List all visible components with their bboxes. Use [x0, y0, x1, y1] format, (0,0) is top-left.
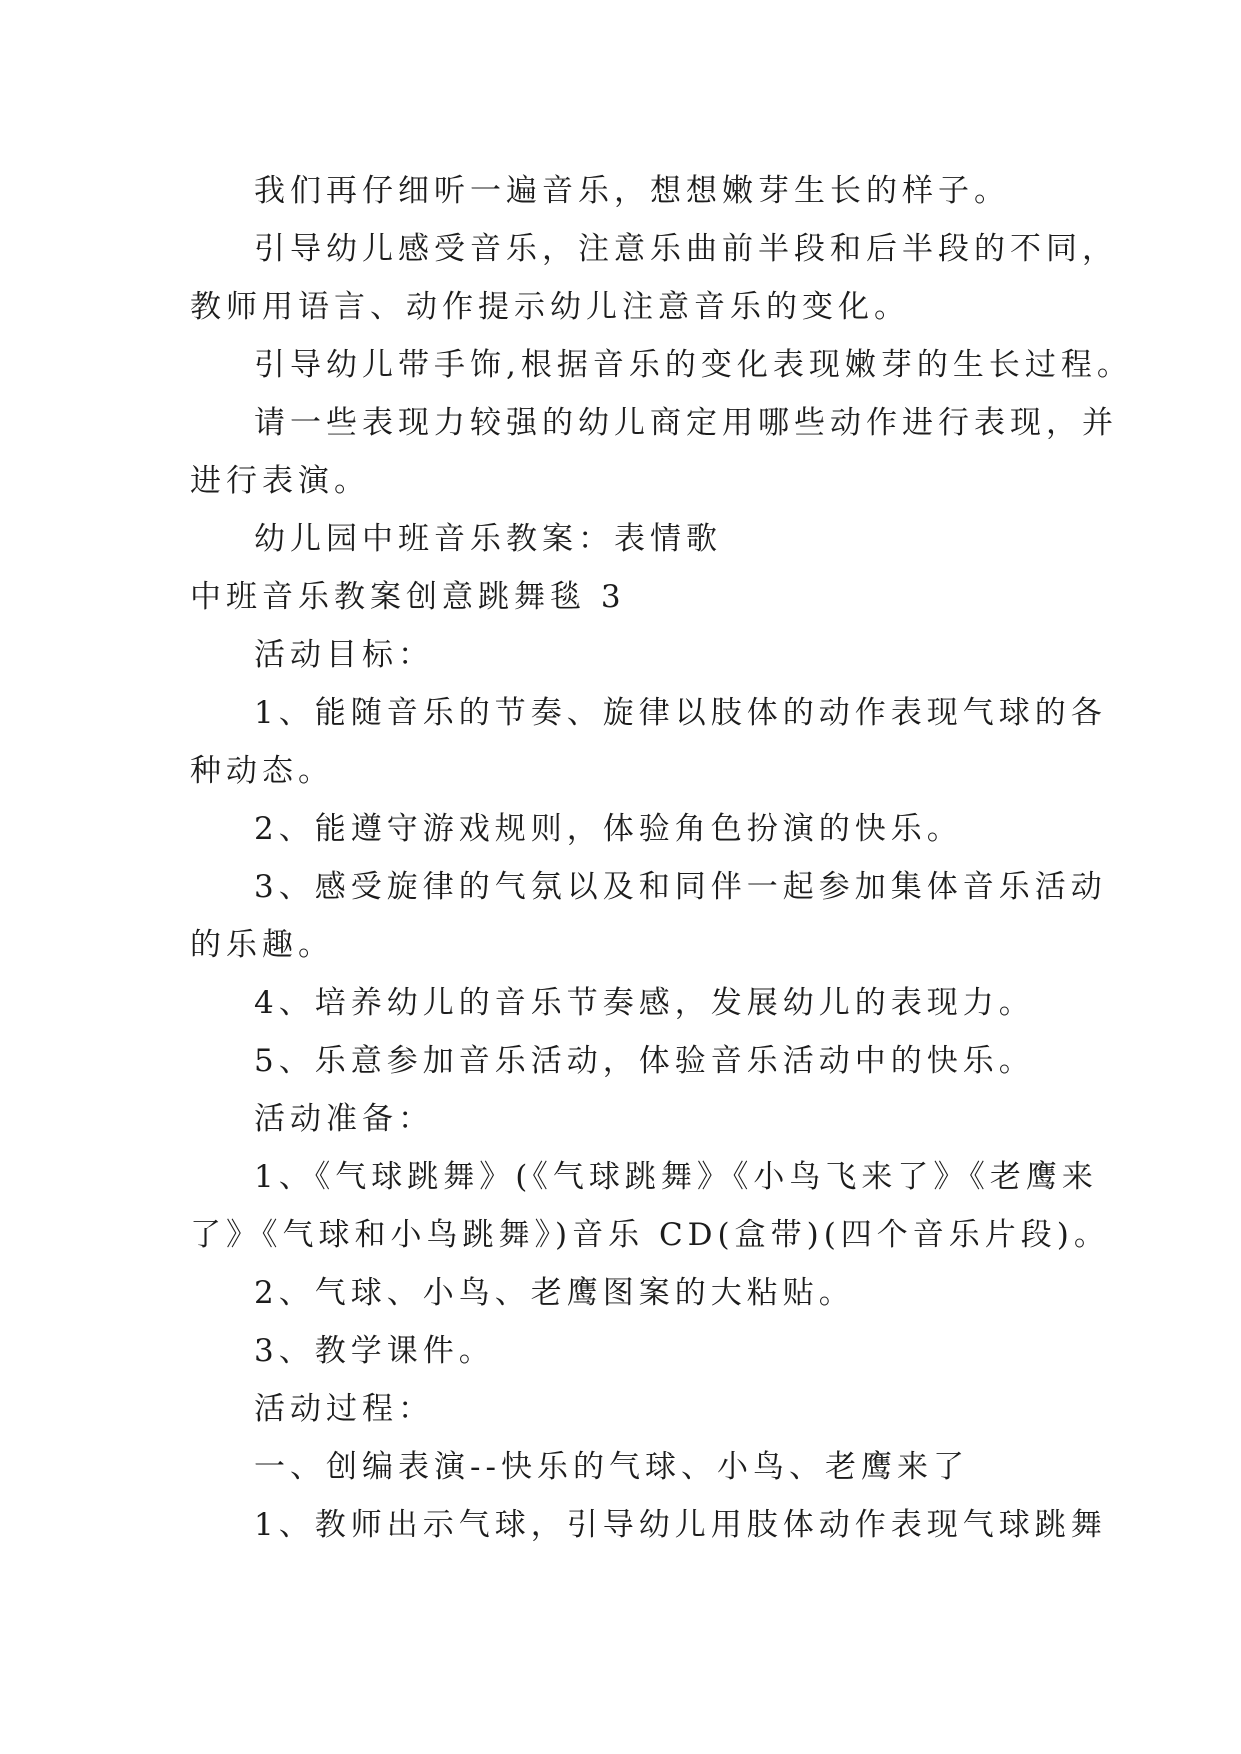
paragraph-line: 请一些表现力较强的幼儿商定用哪些动作进行表现，并 — [254, 405, 1118, 441]
list-item-line: 的乐趣。 — [190, 927, 334, 963]
section-label-process: 活动过程： — [254, 1391, 434, 1427]
paragraph-line: 引导幼儿感受音乐，注意乐曲前半段和后半段的不同， — [254, 231, 1118, 267]
paragraph-line: 引导幼儿带手饰,根据音乐的变化表现嫩芽的生长过程。 — [254, 347, 1133, 383]
list-item-line: 5、乐意参加音乐活动，体验音乐活动中的快乐。 — [254, 1043, 1035, 1079]
section-label-objectives: 活动目标： — [254, 637, 434, 673]
list-item-line: 种动态。 — [190, 753, 334, 789]
paragraph-line: 进行表演。 — [190, 463, 370, 499]
document-body — [190, 162, 1133, 1554]
document-heading: 中班音乐教案创意跳舞毯 3 — [190, 579, 626, 615]
paragraph-line: 教师用语言、动作提示幼儿注意音乐的变化。 — [190, 289, 910, 325]
list-item-line: 1、教师出示气球，引导幼儿用肢体动作表现气球跳舞 — [254, 1507, 1107, 1543]
paragraph-line: 我们再仔细听一遍音乐，想想嫩芽生长的样子。 — [254, 173, 1010, 209]
section-title-line: 幼儿园中班音乐教案：表情歌 — [254, 521, 722, 557]
list-item-line: 3、教学课件。 — [254, 1333, 495, 1369]
list-item-line: 1、能随音乐的节奏、旋律以肢体的动作表现气球的各 — [254, 695, 1107, 731]
list-item-line: 3、感受旋律的气氛以及和同伴一起参加集体音乐活动 — [254, 869, 1107, 905]
list-item-line: 2、能遵守游戏规则，体验角色扮演的快乐。 — [254, 811, 963, 847]
section-label-preparation: 活动准备： — [254, 1101, 434, 1137]
list-item-line: 了》《气球和小鸟跳舞》)音乐 CD(盒带)(四个音乐片段)。 — [190, 1217, 1110, 1253]
list-item-line: 4、培养幼儿的音乐节奏感，发展幼儿的表现力。 — [254, 985, 1035, 1021]
list-item-line: 1、《气球跳舞》(《气球跳舞》《小鸟飞来了》《老鹰来 — [254, 1159, 1098, 1195]
list-item-line: 2、气球、小鸟、老鹰图案的大粘贴。 — [254, 1275, 855, 1311]
subsection-heading: 一、创编表演--快乐的气球、小鸟、老鹰来了 — [254, 1449, 969, 1485]
